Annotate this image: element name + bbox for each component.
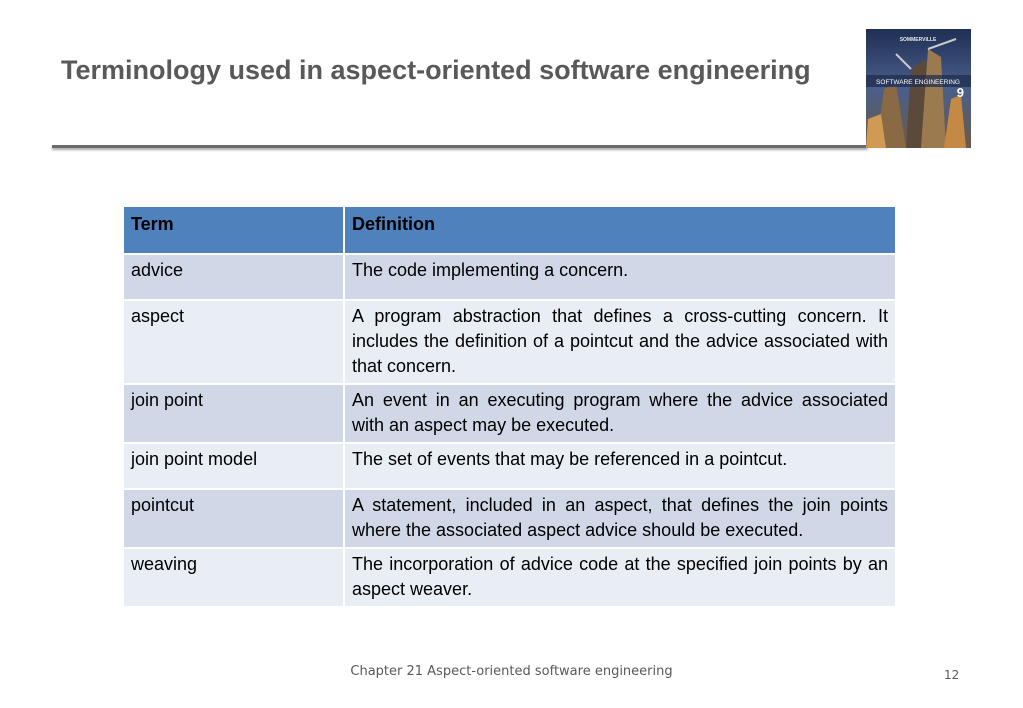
cover-title-text: SOFTWARE ENGINEERING (876, 79, 960, 86)
title-divider (52, 145, 868, 148)
slide-footer: Chapter 21 Aspect-oriented software engineering (350, 664, 673, 679)
table-row (123, 443, 896, 489)
definition-cell: An event in an executing program where the advice associated with an aspect may be executed. (344, 384, 896, 443)
definition-cell: The code implementing a concern. (344, 254, 896, 300)
term-cell: aspect (123, 300, 344, 384)
terminology-table (122, 205, 897, 608)
table-row (123, 300, 896, 384)
term-cell: advice (123, 254, 344, 300)
definition-cell: A statement, included in an aspect, that defines the join points where the associated aspect advice should be executed. (344, 489, 896, 548)
column-header-term: Term (123, 206, 344, 254)
table-row (123, 548, 896, 607)
term-cell: weaving (123, 548, 344, 607)
table-header-row (123, 206, 896, 254)
cover-author-text: SOMMERVILLE (899, 37, 937, 43)
table-row (123, 384, 896, 443)
slide-title: Terminology used in aspect-oriented software engineering (61, 55, 811, 85)
definition-cell: The set of events that may be referenced in a pointcut. (344, 443, 896, 489)
definition-cell: A program abstraction that defines a cross-cutting concern. It includes the definition of a pointcut and the advice associated with that concern. (344, 300, 896, 384)
column-header-definition: Definition (344, 206, 896, 254)
definition-cell: The incorporation of advice code at the specified join points by an aspect weaver. (344, 548, 896, 607)
book-cover-image (866, 29, 971, 148)
table-row (123, 489, 896, 548)
table-row (123, 254, 896, 300)
cover-edition-text: 9 (956, 85, 964, 100)
term-cell: join point (123, 384, 344, 443)
term-cell: pointcut (123, 489, 344, 548)
page-number: 12 (944, 668, 960, 682)
term-cell: join point model (123, 443, 344, 489)
